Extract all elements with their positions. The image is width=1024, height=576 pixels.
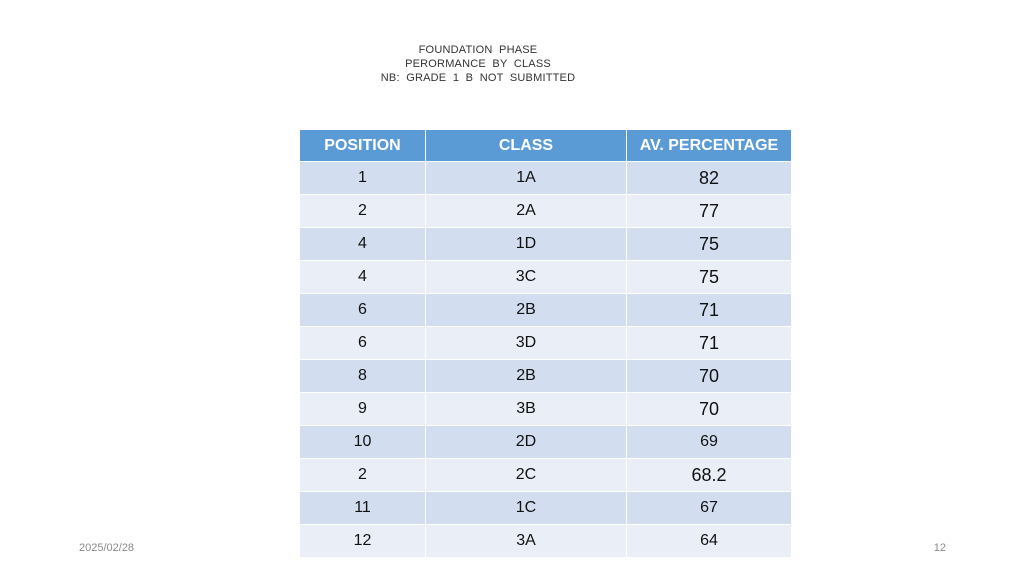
cell-position: 10 xyxy=(300,426,426,459)
footer-date: 2025/02/28 xyxy=(79,542,135,554)
cell-percentage: 68.2 xyxy=(627,459,791,492)
table-row xyxy=(300,360,791,393)
cell-percentage: 69 xyxy=(627,426,791,459)
cell-class: 1C xyxy=(426,492,627,525)
cell-class: 1D xyxy=(426,228,627,261)
cell-class: 3A xyxy=(426,525,627,558)
cell-position: 9 xyxy=(300,393,426,426)
cell-position: 4 xyxy=(300,261,426,294)
slide-number: 12 xyxy=(933,542,946,554)
cell-class: 3D xyxy=(426,327,627,360)
cell-class: 3B xyxy=(426,393,627,426)
cell-position: 1 xyxy=(300,162,426,195)
table-row xyxy=(300,525,791,558)
cell-percentage: 75 xyxy=(627,261,791,294)
table-row xyxy=(300,327,791,360)
cell-position: 4 xyxy=(300,228,426,261)
cell-percentage: 77 xyxy=(627,195,791,228)
cell-percentage: 71 xyxy=(627,327,791,360)
header-av-percentage: AV. PERCENTAGE xyxy=(627,130,791,162)
cell-percentage: 67 xyxy=(627,492,791,525)
header-position: POSITION xyxy=(300,130,426,162)
table-row xyxy=(300,162,791,195)
cell-percentage: 64 xyxy=(627,525,791,558)
cell-class: 2C xyxy=(426,459,627,492)
cell-percentage: 71 xyxy=(627,294,791,327)
title-line-note: NB: GRADE 1 B NOT SUBMITTED xyxy=(380,72,576,84)
cell-class: 2D xyxy=(426,426,627,459)
cell-percentage: 70 xyxy=(627,360,791,393)
cell-class: 3C xyxy=(426,261,627,294)
table-row xyxy=(300,261,791,294)
title-line-phase: FOUNDATION PHASE xyxy=(418,44,538,56)
table-header-row xyxy=(300,130,791,162)
cell-position: 6 xyxy=(300,294,426,327)
slide-title xyxy=(330,43,626,85)
cell-class: 2A xyxy=(426,195,627,228)
table-row xyxy=(300,393,791,426)
cell-position: 12 xyxy=(300,525,426,558)
table-row xyxy=(300,459,791,492)
table-row xyxy=(300,492,791,525)
cell-percentage: 82 xyxy=(627,162,791,195)
cell-position: 2 xyxy=(300,459,426,492)
header-class: CLASS xyxy=(426,130,627,162)
cell-class: 1A xyxy=(426,162,627,195)
cell-class: 2B xyxy=(426,360,627,393)
cell-position: 6 xyxy=(300,327,426,360)
cell-percentage: 70 xyxy=(627,393,791,426)
table-row xyxy=(300,195,791,228)
table-row xyxy=(300,294,791,327)
cell-position: 2 xyxy=(300,195,426,228)
table-row xyxy=(300,228,791,261)
cell-position: 11 xyxy=(300,492,426,525)
cell-percentage: 75 xyxy=(627,228,791,261)
cell-position: 8 xyxy=(300,360,426,393)
title-line-performance: PERORMANCE BY CLASS xyxy=(405,58,551,70)
performance-table xyxy=(300,130,791,558)
cell-class: 2B xyxy=(426,294,627,327)
table-row xyxy=(300,426,791,459)
